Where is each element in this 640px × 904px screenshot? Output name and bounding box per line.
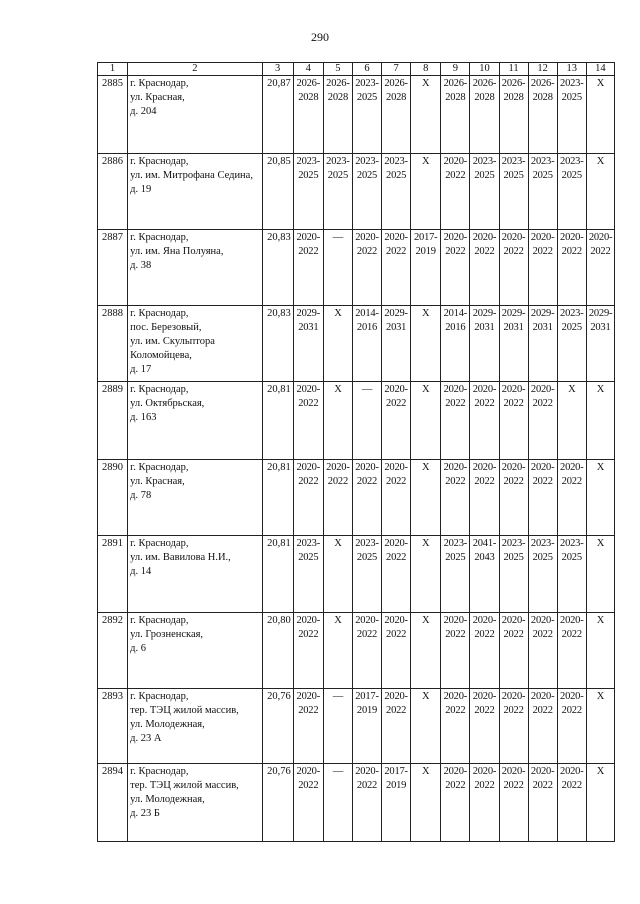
period-cell: 2020- 2022 (586, 230, 614, 306)
value-cell: 20,81 (262, 536, 293, 613)
value-cell: 20,80 (262, 613, 293, 689)
row-number: 2893 (98, 689, 128, 764)
period-cell: X (586, 536, 614, 613)
period-cell: 2023- 2025 (528, 536, 557, 613)
period-cell: 2020- 2022 (323, 460, 352, 536)
table-row (98, 613, 615, 689)
period-cell: 2020- 2022 (499, 230, 528, 306)
address-cell: г. Краснодар, ул. им. Яна Полуяна, д. 38 (128, 230, 263, 306)
period-cell: 2020- 2022 (470, 382, 499, 460)
period-cell: X (411, 306, 441, 382)
table-row (98, 230, 615, 306)
period-cell: 2020- 2022 (352, 230, 381, 306)
period-cell: 2020- 2022 (470, 230, 499, 306)
header-cell: 14 (586, 63, 614, 76)
period-cell: X (411, 613, 441, 689)
period-cell: 2026- 2028 (293, 76, 323, 154)
period-cell: 2020- 2022 (293, 382, 323, 460)
period-cell: X (557, 382, 586, 460)
period-cell: 2020- 2022 (470, 460, 499, 536)
period-cell: 2023- 2025 (557, 76, 586, 154)
period-cell: 2020- 2022 (441, 382, 470, 460)
row-number: 2886 (98, 154, 128, 230)
period-cell: 2023- 2025 (470, 154, 499, 230)
period-cell: 2026- 2028 (382, 76, 411, 154)
period-cell: X (411, 154, 441, 230)
period-cell: 2014- 2016 (441, 306, 470, 382)
period-cell: X (411, 460, 441, 536)
period-cell: 2023- 2025 (557, 306, 586, 382)
period-cell: 2020- 2022 (499, 382, 528, 460)
period-cell: 2020- 2022 (293, 689, 323, 764)
header-cell: 5 (323, 63, 352, 76)
period-cell: 2023- 2025 (499, 154, 528, 230)
address-cell: г. Краснодар, ул. им. Митрофана Седина, д. 19 (128, 154, 263, 230)
period-cell: 2026- 2028 (528, 76, 557, 154)
value-cell: 20,76 (262, 689, 293, 764)
address-cell: г. Краснодар, тер. ТЭЦ жилой массив, ул. Молодежная, д. 23 Б (128, 764, 263, 842)
period-cell: 2026- 2028 (499, 76, 528, 154)
row-number: 2890 (98, 460, 128, 536)
period-cell: X (586, 76, 614, 154)
period-cell: 2020- 2022 (352, 764, 381, 842)
period-cell: 2020- 2022 (382, 689, 411, 764)
row-number: 2894 (98, 764, 128, 842)
period-cell: 2020- 2022 (382, 536, 411, 613)
table-row (98, 536, 615, 613)
period-cell: 2020- 2022 (382, 613, 411, 689)
period-cell: — (352, 382, 381, 460)
period-cell: 2023- 2025 (352, 154, 381, 230)
period-cell: 2020- 2022 (441, 764, 470, 842)
period-cell: 2020- 2022 (470, 613, 499, 689)
row-number: 2891 (98, 536, 128, 613)
period-cell: 2029- 2031 (293, 306, 323, 382)
period-cell: X (411, 689, 441, 764)
value-cell: 20,76 (262, 764, 293, 842)
row-number: 2892 (98, 613, 128, 689)
period-cell: 2020- 2022 (557, 613, 586, 689)
value-cell: 20,87 (262, 76, 293, 154)
period-cell: 2020- 2022 (470, 764, 499, 842)
period-cell: 2020- 2022 (557, 764, 586, 842)
period-cell: 2023- 2025 (528, 154, 557, 230)
address-cell: г. Краснодар, ул. Красная, д. 78 (128, 460, 263, 536)
period-cell: 2041- 2043 (470, 536, 499, 613)
period-cell: 2020- 2022 (528, 382, 557, 460)
header-cell: 8 (411, 63, 441, 76)
period-cell: 2017- 2019 (411, 230, 441, 306)
period-cell: 2017- 2019 (352, 689, 381, 764)
period-cell: 2020- 2022 (441, 689, 470, 764)
header-cell: 10 (470, 63, 499, 76)
header-cell: 2 (128, 63, 263, 76)
row-number: 2885 (98, 76, 128, 154)
period-cell: 2020- 2022 (499, 613, 528, 689)
period-cell: 2023- 2025 (293, 536, 323, 613)
period-cell: 2020- 2022 (441, 460, 470, 536)
period-cell: 2023- 2025 (499, 536, 528, 613)
period-cell: 2020- 2022 (528, 764, 557, 842)
period-cell: 2020- 2022 (352, 613, 381, 689)
period-cell: — (323, 689, 352, 764)
period-cell: X (586, 382, 614, 460)
period-cell: 2020- 2022 (382, 460, 411, 536)
period-cell: 2029- 2031 (382, 306, 411, 382)
table-row (98, 76, 615, 154)
period-cell: X (411, 536, 441, 613)
period-cell: X (586, 764, 614, 842)
header-cell: 9 (441, 63, 470, 76)
table-row (98, 689, 615, 764)
header-cell: 3 (262, 63, 293, 76)
row-number: 2888 (98, 306, 128, 382)
period-cell: X (323, 613, 352, 689)
period-cell: 2020- 2022 (528, 230, 557, 306)
period-cell: 2023- 2025 (323, 154, 352, 230)
period-cell: 2020- 2022 (293, 764, 323, 842)
period-cell: 2020- 2022 (499, 689, 528, 764)
table-row (98, 306, 615, 382)
address-cell: г. Краснодар, тер. ТЭЦ жилой массив, ул. Молодежная, д. 23 А (128, 689, 263, 764)
header-cell: 1 (98, 63, 128, 76)
period-cell: 2020- 2022 (352, 460, 381, 536)
address-cell: г. Краснодар, ул. Грозненская, д. 6 (128, 613, 263, 689)
period-cell: 2020- 2022 (557, 230, 586, 306)
period-cell: 2014- 2016 (352, 306, 381, 382)
row-number: 2889 (98, 382, 128, 460)
period-cell: 2020- 2022 (382, 382, 411, 460)
value-cell: 20,83 (262, 230, 293, 306)
period-cell: 2020- 2022 (528, 689, 557, 764)
period-cell: 2026- 2028 (323, 76, 352, 154)
period-cell: 2020- 2022 (441, 613, 470, 689)
table-row (98, 764, 615, 842)
period-cell: X (323, 382, 352, 460)
period-cell: 2020- 2022 (499, 460, 528, 536)
period-cell: 2020- 2022 (441, 230, 470, 306)
period-cell: 2026- 2028 (470, 76, 499, 154)
table-row (98, 382, 615, 460)
column-number-row (98, 63, 615, 76)
period-cell: X (586, 460, 614, 536)
period-cell: 2023- 2025 (557, 154, 586, 230)
period-cell: 2020- 2022 (557, 689, 586, 764)
period-cell: X (323, 536, 352, 613)
address-cell: г. Краснодар, ул. Октябрьская, д. 163 (128, 382, 263, 460)
header-cell: 13 (557, 63, 586, 76)
table-row (98, 154, 615, 230)
period-cell: 2023- 2025 (557, 536, 586, 613)
period-cell: 2020- 2022 (528, 613, 557, 689)
period-cell: 2029- 2031 (499, 306, 528, 382)
period-cell: X (411, 764, 441, 842)
period-cell: 2023- 2025 (352, 76, 381, 154)
period-cell: 2020- 2022 (499, 764, 528, 842)
value-cell: 20,85 (262, 154, 293, 230)
period-cell: 2020- 2022 (557, 460, 586, 536)
period-cell: 2029- 2031 (586, 306, 614, 382)
period-cell: X (411, 382, 441, 460)
period-cell: 2020- 2022 (470, 689, 499, 764)
period-cell: 2020- 2022 (293, 460, 323, 536)
period-cell: 2020- 2022 (293, 613, 323, 689)
period-cell: 2023- 2025 (441, 536, 470, 613)
row-number: 2887 (98, 230, 128, 306)
period-cell: X (411, 76, 441, 154)
period-cell: X (586, 154, 614, 230)
header-cell: 12 (528, 63, 557, 76)
header-cell: 6 (352, 63, 381, 76)
value-cell: 20,83 (262, 306, 293, 382)
period-cell: 2023- 2025 (352, 536, 381, 613)
period-cell: 2020- 2022 (441, 154, 470, 230)
period-cell: X (586, 613, 614, 689)
period-cell: X (323, 306, 352, 382)
period-cell: 2023- 2025 (382, 154, 411, 230)
period-cell: 2023- 2025 (293, 154, 323, 230)
period-cell: 2026- 2028 (441, 76, 470, 154)
header-cell: 7 (382, 63, 411, 76)
period-cell: — (323, 764, 352, 842)
period-cell: 2029- 2031 (528, 306, 557, 382)
address-cell: г. Краснодар, ул. им. Вавилова Н.И., д. 14 (128, 536, 263, 613)
table-row (98, 460, 615, 536)
period-cell: 2029- 2031 (470, 306, 499, 382)
page-number: 290 (311, 30, 329, 44)
period-cell: 2020- 2022 (382, 230, 411, 306)
address-cell: г. Краснодар, пос. Березовый, ул. им. Скульптора Коломойцева, д. 17 (128, 306, 263, 382)
value-cell: 20,81 (262, 382, 293, 460)
address-cell: г. Краснодар, ул. Красная, д. 204 (128, 76, 263, 154)
header-cell: 11 (499, 63, 528, 76)
value-cell: 20,81 (262, 460, 293, 536)
period-cell: 2020- 2022 (293, 230, 323, 306)
header-cell: 4 (293, 63, 323, 76)
period-cell: X (586, 689, 614, 764)
period-cell: 2020- 2022 (528, 460, 557, 536)
period-cell: 2017- 2019 (382, 764, 411, 842)
housing-repair-table (97, 62, 615, 842)
period-cell: — (323, 230, 352, 306)
